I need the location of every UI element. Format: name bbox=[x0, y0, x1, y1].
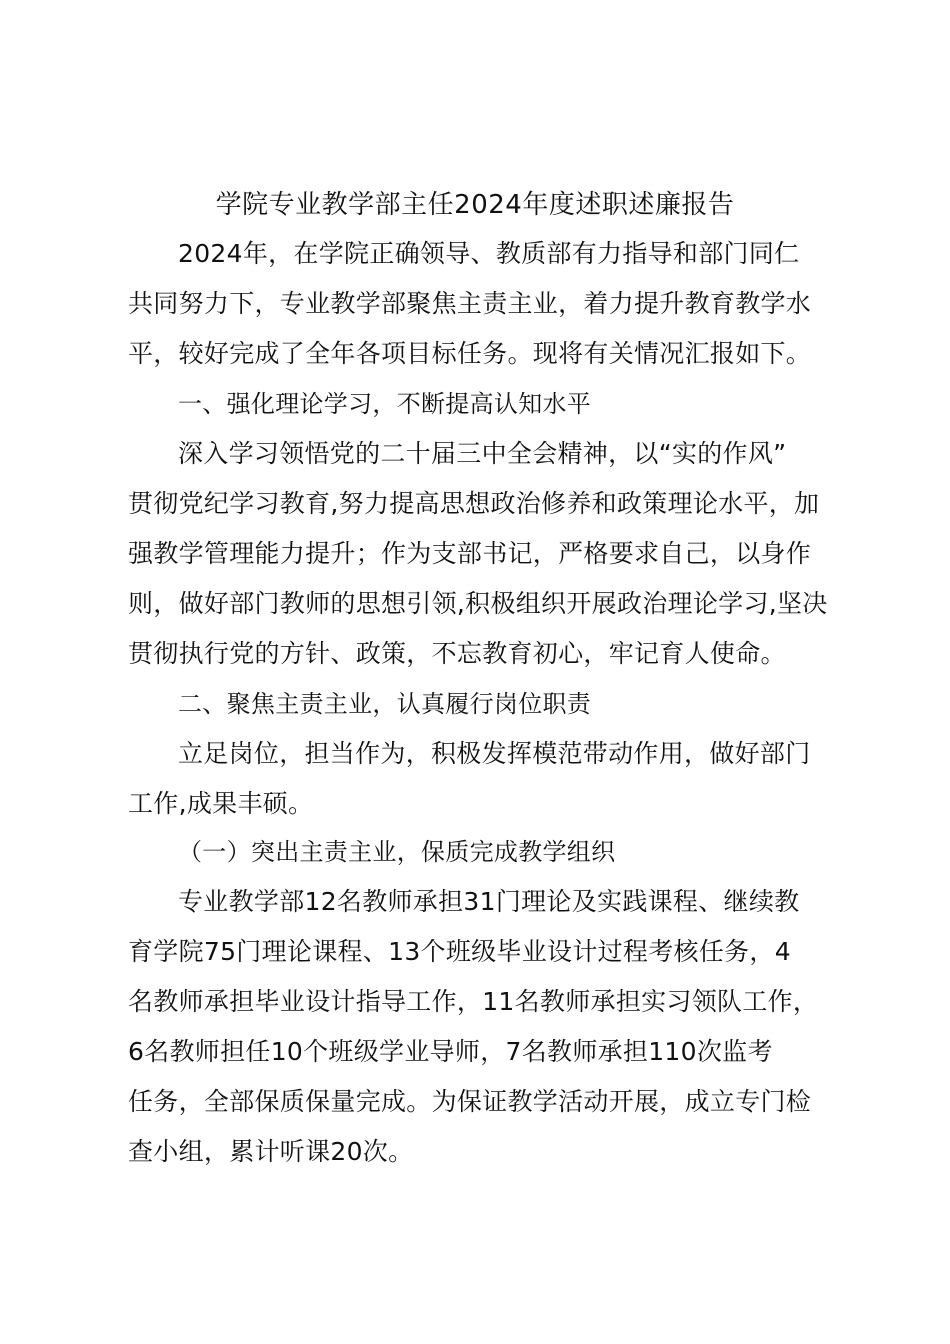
paragraph-line: 则，做好部门教师的思想引领,积极组织开展政治理论学习,坚决 bbox=[128, 589, 828, 618]
paragraph-line: 2024年，在学院正确领导、教质部有力指导和部门同仁 bbox=[178, 239, 800, 268]
paragraph-line: 工作,成果丰硕。 bbox=[128, 789, 314, 818]
paragraph-line: 共同努力下，专业教学部聚焦主责主业，着力提升教育教学水 bbox=[128, 289, 812, 318]
paragraph-line: 平，较好完成了全年各项目标任务。现将有关情况汇报如下。 bbox=[128, 339, 812, 368]
section-heading: 二、聚焦主责主业，认真履行岗位职责 bbox=[178, 690, 592, 718]
paragraph-line: 贯彻党纪学习教育,努力提高思想政治修养和政策理论水平，加 bbox=[128, 489, 820, 518]
paragraph-line: 强教学管理能力提升；作为支部书记，严格要求自己，以身作 bbox=[128, 539, 812, 568]
paragraph-line: 6名教师担任10个班级学业导师，7名教师承担110次监考 bbox=[128, 1037, 773, 1066]
paragraph-line: 育学院75门理论课程、13个班级毕业设计过程考核任务，4 bbox=[128, 937, 791, 966]
paragraph-line: 深入学习领悟党的二十届三中全会精神，以“实的作风” bbox=[178, 439, 787, 468]
paragraph-line: 专业教学部12名教师承担31门理论及实践课程、继续教 bbox=[178, 887, 800, 916]
paragraph-line: 立足岗位，担当作为，积极发挥模范带动作用，做好部门 bbox=[178, 739, 811, 768]
document-title: 学院专业教学部主任2024年度述职述廉报告 bbox=[215, 190, 735, 220]
section-heading: 一、强化理论学习，不断提高认知水平 bbox=[178, 390, 592, 418]
paragraph-line: 贯彻执行党的方针、政策，不忘教育初心，牢记育人使命。 bbox=[128, 639, 786, 668]
subsection-heading: （一）突出主责主业，保质完成教学组织 bbox=[178, 838, 616, 866]
paragraph-line: 查小组，累计听课20次。 bbox=[128, 1137, 414, 1166]
paragraph-line: 任务，全部保质保量完成。为保证教学活动开展，成立专门检 bbox=[128, 1087, 812, 1116]
paragraph-line: 名教师承担毕业设计指导工作，11名教师承担实习领队工作， bbox=[128, 987, 819, 1016]
